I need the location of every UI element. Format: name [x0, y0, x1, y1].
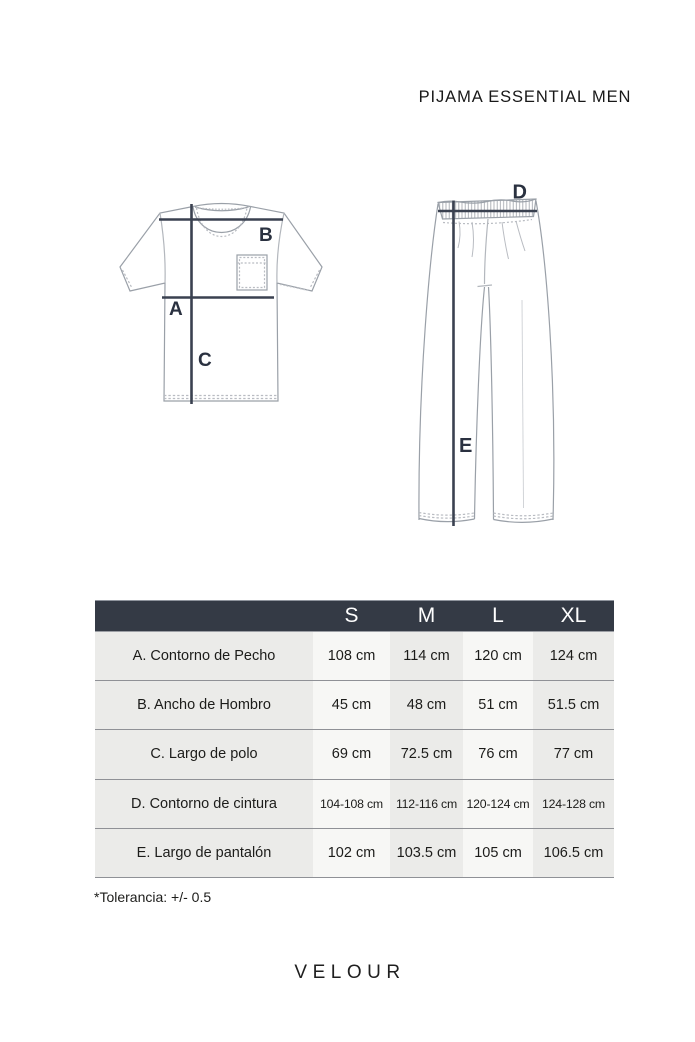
header-col-s: S [344, 604, 359, 627]
header-col-m: M [417, 604, 436, 627]
size-value: 72.5 cm [390, 730, 463, 778]
measure-label-b: B [259, 225, 273, 246]
page-title: PIJAMA ESSENTIAL MEN [418, 88, 632, 106]
table-row-waist [95, 780, 614, 829]
size-value: 124-128 cm [533, 780, 614, 828]
tolerance-note: *Tolerancia: +/- 0.5 [94, 889, 212, 905]
size-value: 108 cm [313, 632, 390, 680]
table-row-shoulder [95, 681, 614, 730]
size-value: 120 cm [463, 632, 533, 680]
size-value: 69 cm [313, 730, 390, 778]
header-col-l: L [492, 604, 504, 627]
size-table-header [95, 600, 614, 632]
row-label: A. Contorno de Pecho [95, 632, 313, 680]
table-row-pants-length [95, 829, 614, 878]
measure-label-c: C [198, 350, 212, 371]
header-col-xl: XL [560, 604, 587, 627]
row-label: E. Largo de pantalón [95, 829, 313, 877]
size-value: 103.5 cm [390, 829, 463, 877]
measure-label-d: D [512, 181, 527, 204]
size-value: 51 cm [463, 681, 533, 729]
size-value: 77 cm [533, 730, 614, 778]
size-value: 104-108 cm [313, 780, 390, 828]
size-value: 45 cm [313, 681, 390, 729]
tshirt-diagram [102, 189, 334, 411]
size-value: 106.5 cm [533, 829, 614, 877]
size-value: 105 cm [463, 829, 533, 877]
size-value: 102 cm [313, 829, 390, 877]
row-label: B. Ancho de Hombro [95, 681, 313, 729]
row-label: D. Contorno de cintura [95, 780, 313, 828]
size-value: 124 cm [533, 632, 614, 680]
header-spacer [95, 601, 313, 631]
size-value: 48 cm [390, 681, 463, 729]
row-label: C. Largo de polo [95, 730, 313, 778]
measure-label-e: E [459, 435, 473, 457]
size-value: 114 cm [390, 632, 463, 680]
size-value: 51.5 cm [533, 681, 614, 729]
size-value: 76 cm [463, 730, 533, 778]
size-value: 112-116 cm [390, 780, 463, 828]
size-table [95, 600, 614, 878]
table-row-shirt-length [95, 730, 614, 779]
pants-diagram [393, 180, 579, 532]
size-value: 120-124 cm [463, 780, 533, 828]
table-row-chest [95, 632, 614, 681]
brand-logo: VELOUR [294, 962, 406, 983]
measure-label-a: A [169, 299, 183, 320]
